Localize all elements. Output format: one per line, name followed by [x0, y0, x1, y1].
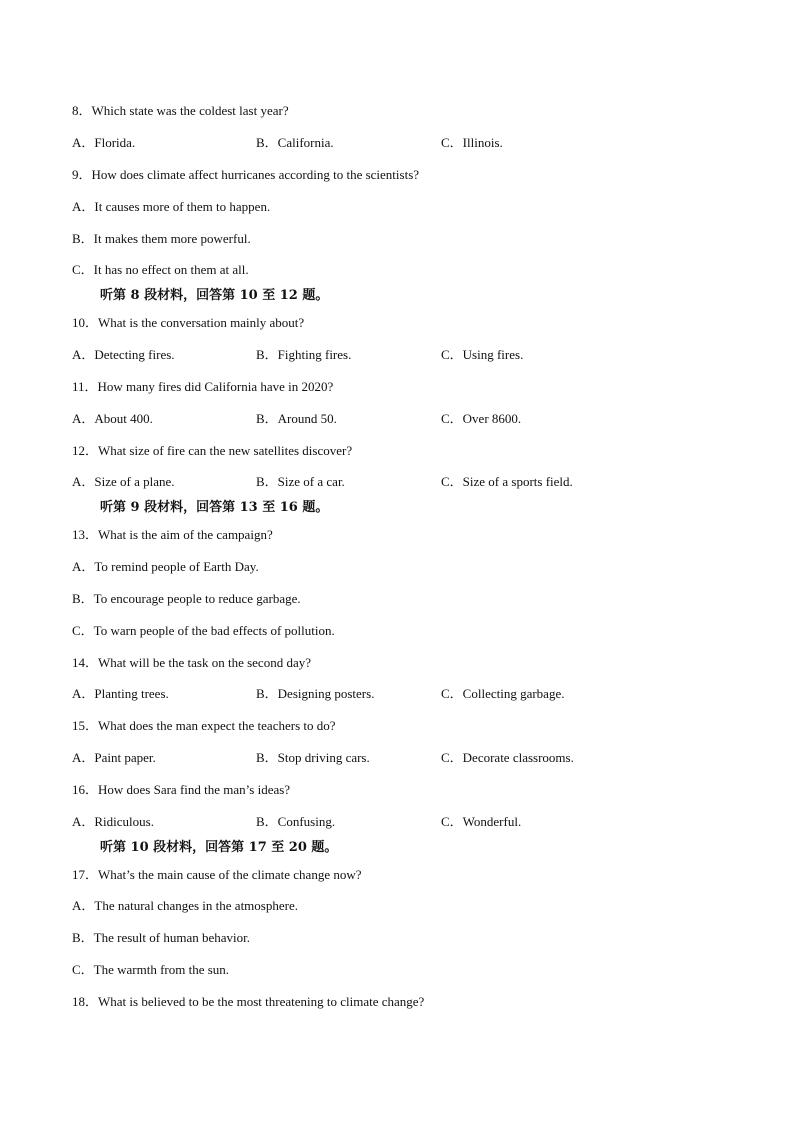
section-heading-8: 听第 8 段材料，回答第 10 至 12 题。 — [100, 288, 329, 303]
question-18-stem: 18．What is believed to be the most threatening to climate change? — [72, 994, 425, 1009]
question-16-option-c: C．Wonderful. — [441, 814, 522, 829]
question-8-stem: 8．Which state was the coldest last year? — [72, 103, 289, 118]
question-8-option-b: B．California. — [256, 135, 334, 150]
question-10-option-b: B．Fighting fires. — [256, 347, 352, 362]
question-10-stem: 10．What is the conversation mainly about? — [72, 315, 305, 330]
question-17-option-c: C．The warmth from the sun. — [72, 962, 230, 977]
question-15-stem: 15．What does the man expect the teachers to do? — [72, 718, 336, 733]
question-9-option-c: C．It has no effect on them at all. — [72, 262, 249, 277]
question-12-option-a: A．Size of a plane. — [72, 474, 175, 489]
question-12-option-c: C．Size of a sports field. — [441, 474, 573, 489]
question-15-option-a: A．Paint paper. — [72, 750, 156, 765]
question-11-option-a: A．About 400. — [72, 411, 153, 426]
question-12-option-b: B．Size of a car. — [256, 474, 345, 489]
question-13-option-a: A．To remind people of Earth Day. — [72, 559, 259, 574]
question-14-stem: 14．What will be the task on the second day? — [72, 655, 311, 670]
question-11-stem: 11．How many fires did California have in 2020? — [72, 379, 334, 394]
question-10-option-c: C．Using fires. — [441, 347, 524, 362]
question-14-option-b: B．Designing posters. — [256, 686, 375, 701]
question-13-option-c: C．To warn people of the bad effects of pollution. — [72, 623, 335, 638]
question-11-option-b: B．Around 50. — [256, 411, 337, 426]
question-16-stem: 16．How does Sara find the man’s ideas? — [72, 782, 291, 797]
question-11-option-c: C．Over 8600. — [441, 411, 522, 426]
question-13-option-b: B．To encourage people to reduce garbage. — [72, 591, 301, 606]
question-16-option-a: A．Ridiculous. — [72, 814, 154, 829]
question-17-option-b: B．The result of human behavior. — [72, 930, 250, 945]
question-14-option-a: A．Planting trees. — [72, 686, 169, 701]
question-15-option-c: C．Decorate classrooms. — [441, 750, 574, 765]
question-9-option-b: B．It makes them more powerful. — [72, 231, 251, 246]
question-17-option-a: A．The natural changes in the atmosphere. — [72, 898, 298, 913]
question-15-option-b: B．Stop driving cars. — [256, 750, 370, 765]
section-heading-9: 听第 9 段材料，回答第 13 至 16 题。 — [100, 500, 329, 515]
section-heading-10: 听第 10 段材料，回答第 17 至 20 题。 — [100, 840, 338, 855]
question-8-option-c: C．Illinois. — [441, 135, 503, 150]
question-17-stem: 17．What’s the main cause of the climate change now? — [72, 867, 362, 882]
question-16-option-b: B．Confusing. — [256, 814, 336, 829]
question-14-option-c: C．Collecting garbage. — [441, 686, 565, 701]
question-8-option-a: A．Florida. — [72, 135, 136, 150]
question-9-stem: 9．How does climate affect hurricanes according to the scientists? — [72, 167, 420, 182]
question-12-stem: 12．What size of fire can the new satellites discover? — [72, 443, 353, 458]
question-10-option-a: A．Detecting fires. — [72, 347, 175, 362]
question-9-option-a: A．It causes more of them to happen. — [72, 199, 271, 214]
question-13-stem: 13．What is the aim of the campaign? — [72, 527, 273, 542]
